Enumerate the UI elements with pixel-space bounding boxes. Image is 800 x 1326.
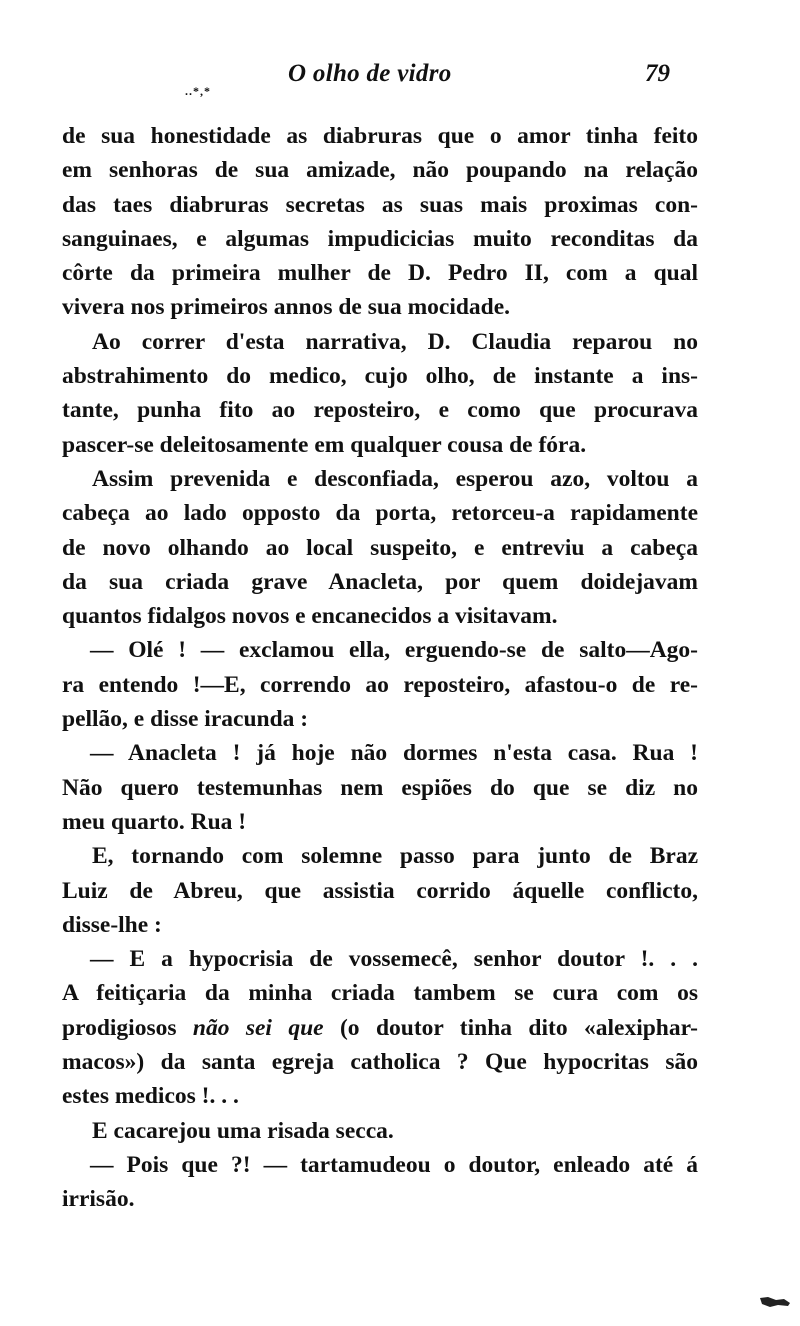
page-number: 79: [645, 60, 670, 87]
body-text: [62, 119, 698, 1217]
text-line: — Anacleta ! já hoje não dormes n'esta casa. Rua !: [90, 740, 698, 767]
scan-smudge-mark: [758, 1294, 792, 1308]
text-line: disse-lhe :: [62, 911, 162, 938]
text-line: cabeça ao lado opposto da porta, retorceu-a rapidamente: [62, 500, 698, 527]
text-line: pellão, e disse iracunda :: [62, 706, 309, 733]
text-line: quantos fidalgos novos e encanecidos a visitavam.: [62, 603, 558, 630]
text-line: irrisão.: [62, 1186, 135, 1213]
text-line: — E a hypocrisia de vossemecê, senhor doutor !. . .: [90, 946, 698, 973]
text-line: vivera nos primeiros annos de sua mocidade.: [62, 294, 511, 321]
text-line: sanguinaes, e algumas impudicicias muito reconditas da: [62, 225, 698, 252]
text-line: estes medicos !. . .: [62, 1083, 239, 1110]
text-line: abstrahimento do medico, cujo olho, de instante a ins-: [62, 363, 698, 390]
text-line: — Olé ! — exclamou ella, erguendo-se de salto—Ago-: [90, 637, 698, 664]
page-header: [0, 60, 800, 94]
running-title: O olho de vidro: [288, 60, 452, 87]
text-line: em senhoras de sua amizade, não poupando na relação: [62, 157, 698, 184]
text-line: macos») da santa egreja catholica ? Que hypocritas são: [62, 1049, 698, 1076]
text-line: das taes diabruras secretas as suas mais proximas con-: [62, 191, 698, 218]
italic-phrase: não sei que: [192, 1014, 324, 1041]
print-speck: ..*,*: [185, 84, 211, 98]
text-line: meu quarto. Rua !: [62, 808, 247, 835]
text-line: Ao correr d'esta narrativa, D. Claudia reparou no: [92, 328, 698, 355]
text-line: da sua criada grave Anacleta, por quem doidejavam: [62, 568, 698, 595]
text-line: de novo olhando ao local suspeito, e entreviu a cabeça: [62, 534, 698, 561]
text-line: E, tornando com solemne passo para junto de Braz: [92, 843, 698, 870]
text-line: — Pois que ?! — tartamudeou o doutor, enleado até á: [90, 1151, 698, 1178]
text-line: A feitiçaria da minha criada tambem se cura com os: [62, 980, 698, 1007]
text-line: Assim prevenida e desconfiada, esperou azo, voltou a: [92, 465, 698, 492]
text-run: prodigiosos: [62, 1014, 193, 1041]
text-line: de sua honestidade as diabruras que o amor tinha feito: [62, 123, 698, 149]
text-line: ra entendo !—E, correndo ao reposteiro, afastou-o de re-: [62, 671, 698, 698]
text-line: pascer-se deleitosamente em qualquer cousa de fóra.: [62, 431, 587, 458]
text-line: tante, punha fito ao reposteiro, e como que procurava: [62, 397, 698, 424]
text-line-with-emphasis: [62, 1011, 698, 1045]
text-line: Não quero testemunhas nem espiões do que se diz no: [62, 774, 698, 801]
text-line: E cacarejou uma risada secca.: [92, 1117, 394, 1144]
text-run: (o doutor tinha dito «alexiphar-: [323, 1014, 698, 1041]
text-line: Luiz de Abreu, que assistia corrido áquelle conflicto,: [62, 877, 698, 904]
text-line: côrte da primeira mulher de D. Pedro II, com a qual: [62, 260, 698, 287]
